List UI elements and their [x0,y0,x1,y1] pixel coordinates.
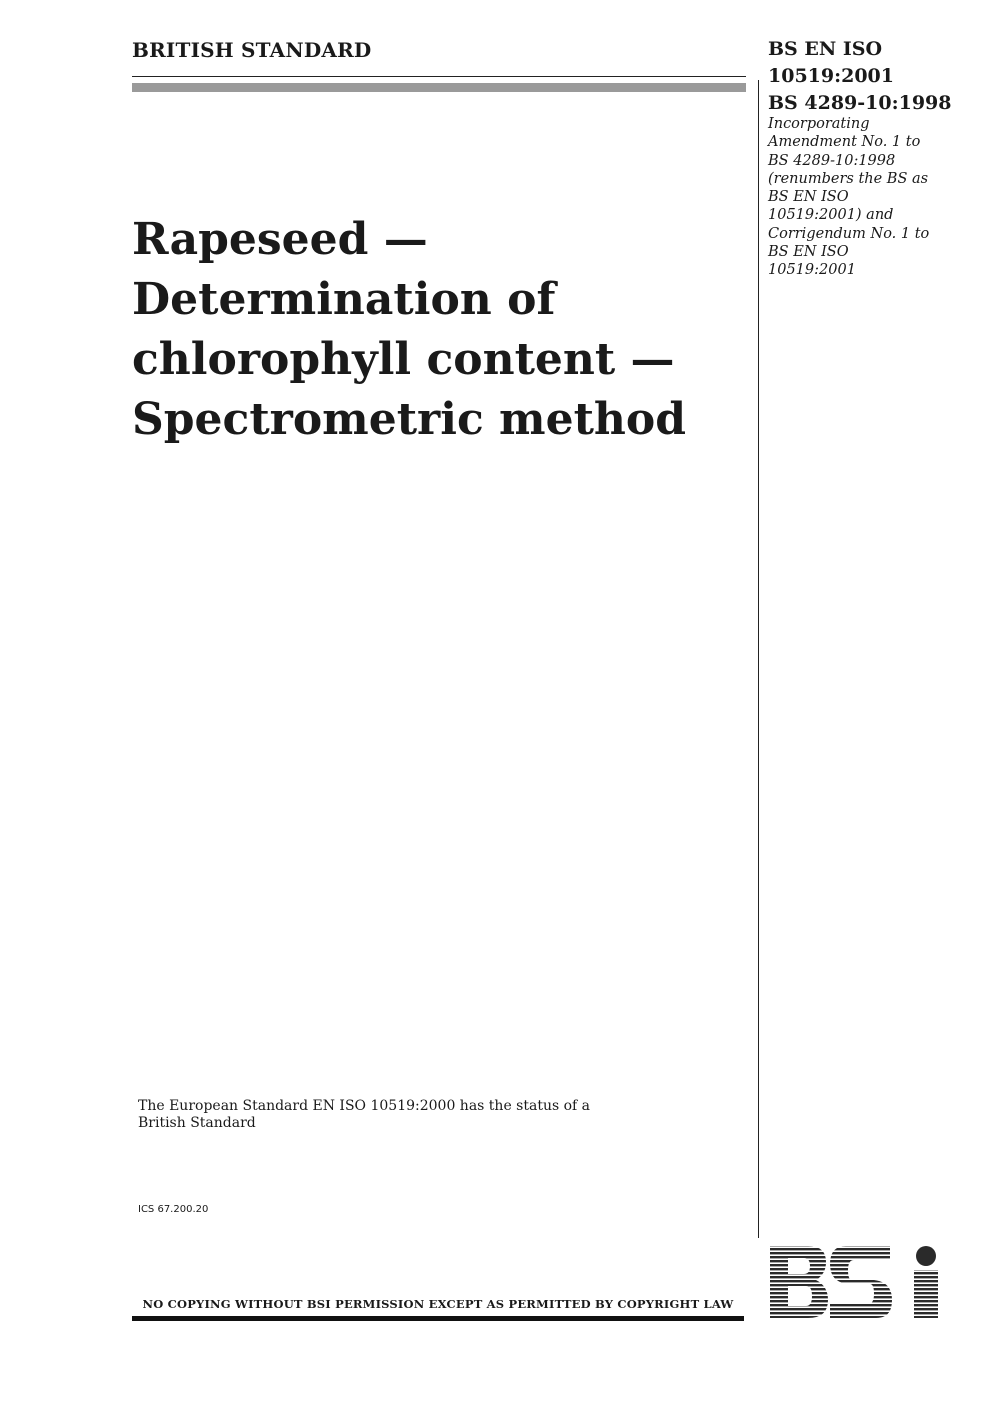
header-rule-thin [132,76,746,77]
title-line: Determination of [132,274,556,325]
header-rule-thick [132,83,746,92]
status-statement [138,1098,590,1132]
amendment-line: 10519:2001) and [768,207,894,224]
title-line: Spectrometric method [132,394,687,445]
amendment-line: Corrigendum No. 1 to [768,225,930,242]
bsi-letter-i-dot [916,1246,936,1266]
standard-id: BS EN ISO [768,38,883,60]
sidebar-divider [758,80,759,1238]
amendment-line: BS EN ISO [768,244,849,261]
amendment-line: Incorporating [768,116,870,132]
document-type-label: BRITISH STANDARD [132,38,372,62]
standard-id: BS 4289-10:1998 [768,92,952,114]
standard-id: 10519:2001 [768,65,894,87]
title-line: chlorophyll content — [132,334,675,385]
amendment-line: BS EN ISO [768,189,849,206]
footer-rule [132,1316,744,1321]
bsi-letter-b [770,1246,828,1318]
bsi-logo-text: BSi [854,1294,856,1295]
amendment-line: (renumbers the BS as [768,170,929,187]
amendment-line: Amendment No. 1 to [768,134,921,151]
amendment-note [768,115,968,280]
document-title [132,210,732,450]
bsi-letter-s [830,1246,892,1318]
ics-code: ICS 67.200.20 [138,1204,209,1215]
title-line: Rapeseed — [132,214,428,265]
bsi-logo [768,1244,942,1320]
status-line: British Standard [138,1115,256,1131]
amendment-line: BS 4289-10:1998 [768,152,896,169]
standard-identifiers [768,36,952,117]
amendment-line: 10519:2001 [768,262,856,279]
copyright-notice: NO COPYING WITHOUT BSI PERMISSION EXCEPT AS PERMITTED BY COPYRIGHT LAW [142,1297,734,1311]
bsi-letter-i-stem [914,1270,938,1318]
status-line: The European Standard EN ISO 10519:2000 has the status of a [138,1098,591,1114]
